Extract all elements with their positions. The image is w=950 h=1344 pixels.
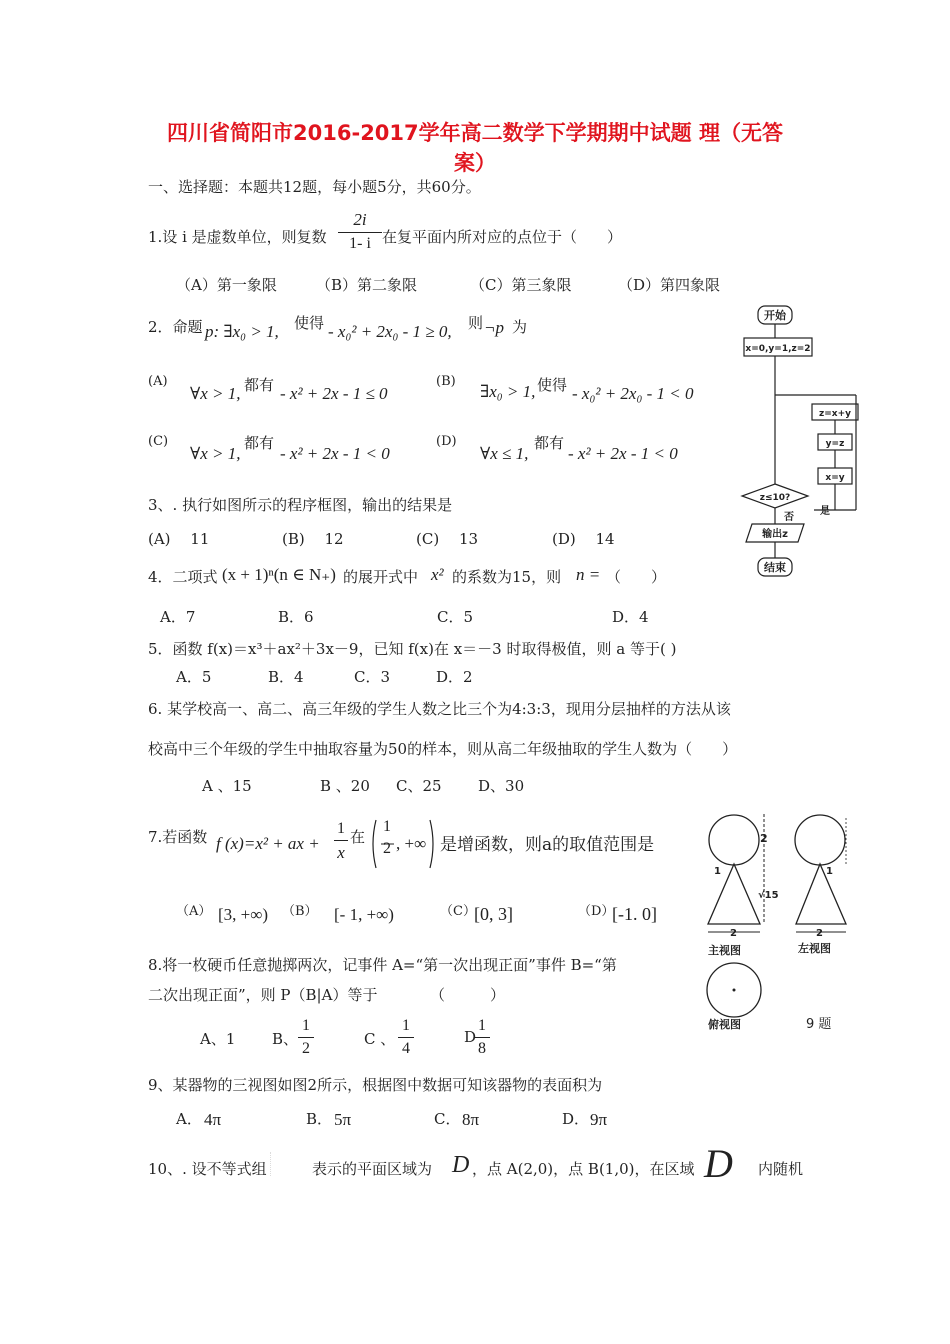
q9-option-d: 9π (590, 1110, 608, 1129)
q2-use: 使得 (294, 314, 325, 332)
q1-denominator: 1- i (349, 235, 371, 252)
q8-option-b-fraction (298, 1017, 314, 1058)
q8-option-a: A、1 (200, 1030, 236, 1048)
q2-then: 则 (468, 314, 484, 332)
q5-stem: 5．函数 f(x)＝x³＋ax²＋3x－9，已知 f(x)在 x＝－3 时取得极值，则 a 等于( ) (148, 640, 677, 658)
q3-stem: 3、. 执行如图所示的程序框图，输出的结果是 (148, 496, 453, 514)
left-view-cone (796, 864, 846, 924)
q5-option-a: A．5 (176, 668, 212, 686)
q4-option-b: B．6 (278, 608, 314, 626)
figure-caption: 9 题 (806, 1017, 832, 1032)
q2-is: 为 (512, 318, 528, 336)
q3-option-d: (D) 14 (552, 530, 615, 548)
q8-c-num: 1 (402, 1017, 410, 1034)
q4-option-a: A．7 (160, 608, 196, 626)
q8-option-c: C 、 (364, 1030, 396, 1048)
q7-half-den: 2 (383, 840, 391, 857)
q6-option-c: C、25 (396, 777, 442, 795)
dim-two-top: 2 (760, 832, 768, 845)
q2-option-b-expr: - x₀² + 2x₀ - 1 < 0 (572, 384, 694, 403)
q9-option-c-label: C． (434, 1110, 461, 1128)
q7-interval-tail: , +∞ (396, 834, 427, 853)
q8-stem-line2: 二次出现正面”，则 P（B|A）等于 （ ） (148, 986, 505, 1004)
q10-stem-post: 内随机 (758, 1160, 804, 1178)
q6-option-a: A 、15 (202, 777, 252, 795)
dim-one-front: 1 (714, 866, 721, 877)
q1-option-d: （D）第四象限 (618, 276, 721, 294)
q8-option-b: B、 (272, 1030, 299, 1048)
q2-stem-pre: 2．命题 (148, 318, 203, 336)
q10-points: ，点 A(2,0)，点 B(1,0)，在区域 (472, 1160, 695, 1178)
q2-option-d-has: 都有 (534, 434, 565, 452)
flowchart (740, 302, 870, 582)
left-view-sphere (795, 815, 845, 865)
q2-expression: - x₀² + 2x₀ - 1 ≥ 0, (328, 322, 452, 341)
q10-stem-mid: 表示的平面区域为 (312, 1160, 433, 1178)
q7-one: 1 (337, 820, 345, 837)
flow-assign-x: x=y (825, 473, 845, 483)
q4-paren: （ ） (606, 568, 667, 586)
q8-option-d-fraction (474, 1017, 490, 1058)
q7-half-num: 1 (383, 818, 391, 835)
q8-c-den: 4 (402, 1040, 410, 1057)
dim-one-left: 1 (826, 866, 833, 877)
q2-proposition: p: ∃x₀ > 1, (205, 322, 279, 341)
q7-zai: 在 (350, 828, 366, 846)
q5-option-c: C．3 (354, 668, 391, 686)
q8-option-c-fraction (398, 1017, 414, 1058)
left-view-label: 左视图 (798, 942, 831, 955)
three-view-figure (700, 808, 860, 1038)
flow-yes: 是 (820, 506, 830, 517)
flow-init: x=0,y=1,z=2 (745, 344, 811, 354)
flow-sum: z=x+y (819, 409, 851, 419)
q3-option-a: (A) 11 (148, 530, 210, 548)
q7-function: f (x)=x² + ax + (216, 834, 320, 853)
q7-option-d: [-1. 0] (612, 904, 657, 924)
q2-option-d-quantifier: ∀x ≤ 1, (480, 444, 529, 463)
q1-option-b: （B）第二象限 (316, 276, 418, 294)
q9-stem: 9、某器物的三视图如图2所示，根据图中数据可知该器物的表面积为 (148, 1076, 603, 1094)
q4-binomial: (x + 1)ⁿ(n ∈ N₊) (222, 565, 336, 584)
q2-option-b-has: 使得 (537, 376, 568, 394)
q1-option-a: （A）第一象限 (176, 276, 277, 294)
q4-n-equals: n = (576, 565, 601, 584)
q6-option-d: D、30 (478, 777, 525, 795)
q2-option-c-has: 都有 (244, 434, 275, 452)
q7-option-a-label: （A） (176, 904, 212, 919)
q1-fraction (338, 210, 382, 253)
q7-stem-pre: 7.若函数 (148, 828, 208, 846)
q3-option-b: (B) 12 (282, 530, 344, 548)
q8-d-den: 8 (478, 1040, 486, 1057)
q4-stem-post: 的系数为15，则 (452, 568, 562, 586)
q3-option-c: (C) 13 (416, 530, 479, 548)
q1-numerator: 2i (353, 210, 367, 229)
q6-stem-line1: 6. 某学校高一、高二、高三年级的学生人数之比三个为4:3:3，现用分层抽样的方法从该 (148, 700, 731, 718)
q9-option-a: 4π (204, 1110, 222, 1129)
q2-option-d-expr: - x² + 2x - 1 < 0 (568, 444, 678, 463)
q7-one-over-x (334, 820, 348, 863)
q9-option-d-label: D． (562, 1110, 590, 1128)
q10-stem-pre: 10、. 设不等式组 (148, 1160, 267, 1178)
q5-option-d: D．2 (436, 668, 473, 686)
q2-option-a-expr: - x² + 2x - 1 ≤ 0 (280, 384, 388, 403)
flow-no: 否 (784, 512, 794, 523)
q7-option-b-label: （B） (282, 904, 318, 919)
q7-stem-post: 是增函数，则a的取值范围是 (440, 835, 655, 855)
q2-option-b-quantifier: ∃x₀ > 1, (480, 382, 536, 401)
section-heading: 一、选择题：本题共12题，每小题5分，共60分。 (148, 178, 481, 196)
q2-option-c-label: (C) (148, 434, 169, 449)
q7-option-c-label: （C） (440, 904, 476, 919)
q7-option-a: [3, +∞) (218, 905, 269, 924)
q7-half (380, 818, 394, 858)
q2-option-a-label: (A) (148, 374, 168, 389)
q10-region-d-large: D (704, 1141, 733, 1186)
q4-stem-pre: 4．二项式 (148, 568, 218, 586)
q9-option-c: 8π (462, 1110, 480, 1129)
q10-system-placeholder (270, 1152, 305, 1176)
q9-option-b: 5π (334, 1110, 352, 1129)
q2-option-a-quantifier: ∀x > 1, (190, 384, 241, 403)
q10-region-d: D (452, 1152, 470, 1178)
q8-b-den: 2 (302, 1040, 310, 1057)
q7-x: x (337, 843, 345, 862)
flow-cond-text: z≤10? (759, 493, 791, 503)
q6-stem-line2: 校高中三个年级的学生中抽取容量为50的样本，则从高二年级抽取的学生人数为（ ） (148, 740, 738, 758)
q5-option-b: B．4 (268, 668, 304, 686)
top-view-label: 俯视图 (708, 1018, 741, 1031)
q6-option-b: B 、20 (320, 777, 370, 795)
q7-option-b: [- 1, +∞) (334, 905, 394, 924)
flow-assign-y: y=z (825, 439, 845, 449)
q1-stem-pre: 1.设 i 是虚数单位，则复数 (148, 228, 327, 246)
q8-stem-line1: 8.将一枚硬币任意抛掷两次，记事件 A=“第一次出现正面”事件 B=“第 (148, 956, 617, 974)
q2-option-a-has: 都有 (244, 376, 275, 394)
q1-stem-post: 在复平面内所对应的点位于（ ） (382, 228, 623, 246)
flow-start: 开始 (764, 309, 786, 322)
flow-output-text: 输出z (762, 529, 788, 540)
front-view-sphere (709, 815, 759, 865)
q9-option-a-label: A． (176, 1110, 202, 1128)
q8-b-num: 1 (302, 1017, 310, 1034)
q8-d-num: 1 (478, 1017, 486, 1034)
q9-option-b-label: B． (306, 1110, 333, 1128)
q2-option-d-label: (D) (436, 434, 457, 449)
q4-stem-mid: 的展开式中 (343, 568, 419, 586)
dim-two-left: 2 (816, 928, 823, 939)
dim-root15: √15 (758, 890, 779, 901)
q4-option-c: C．5 (437, 608, 474, 626)
q7-option-c: [0, 3] (474, 904, 513, 924)
q2-option-c-expr: - x² + 2x - 1 < 0 (280, 444, 390, 463)
page-title: 四川省简阳市2016-2017学年高二数学下学期期中试题 理（无答案） (167, 121, 783, 175)
flow-end: 结束 (764, 561, 786, 574)
front-view-label: 主视图 (708, 944, 741, 957)
q7-option-d-label: （D） (578, 904, 615, 919)
q4-x-squared: x² (431, 565, 444, 584)
q2-negation: ¬p (484, 318, 504, 337)
q2-option-c-quantifier: ∀x > 1, (190, 444, 241, 463)
dim-two-front: 2 (730, 928, 737, 939)
q1-option-c: （C）第三象限 (470, 276, 572, 294)
q4-option-d: D．4 (612, 608, 649, 626)
q2-option-b-label: (B) (436, 374, 456, 389)
q8-option-d: D (464, 1028, 477, 1046)
